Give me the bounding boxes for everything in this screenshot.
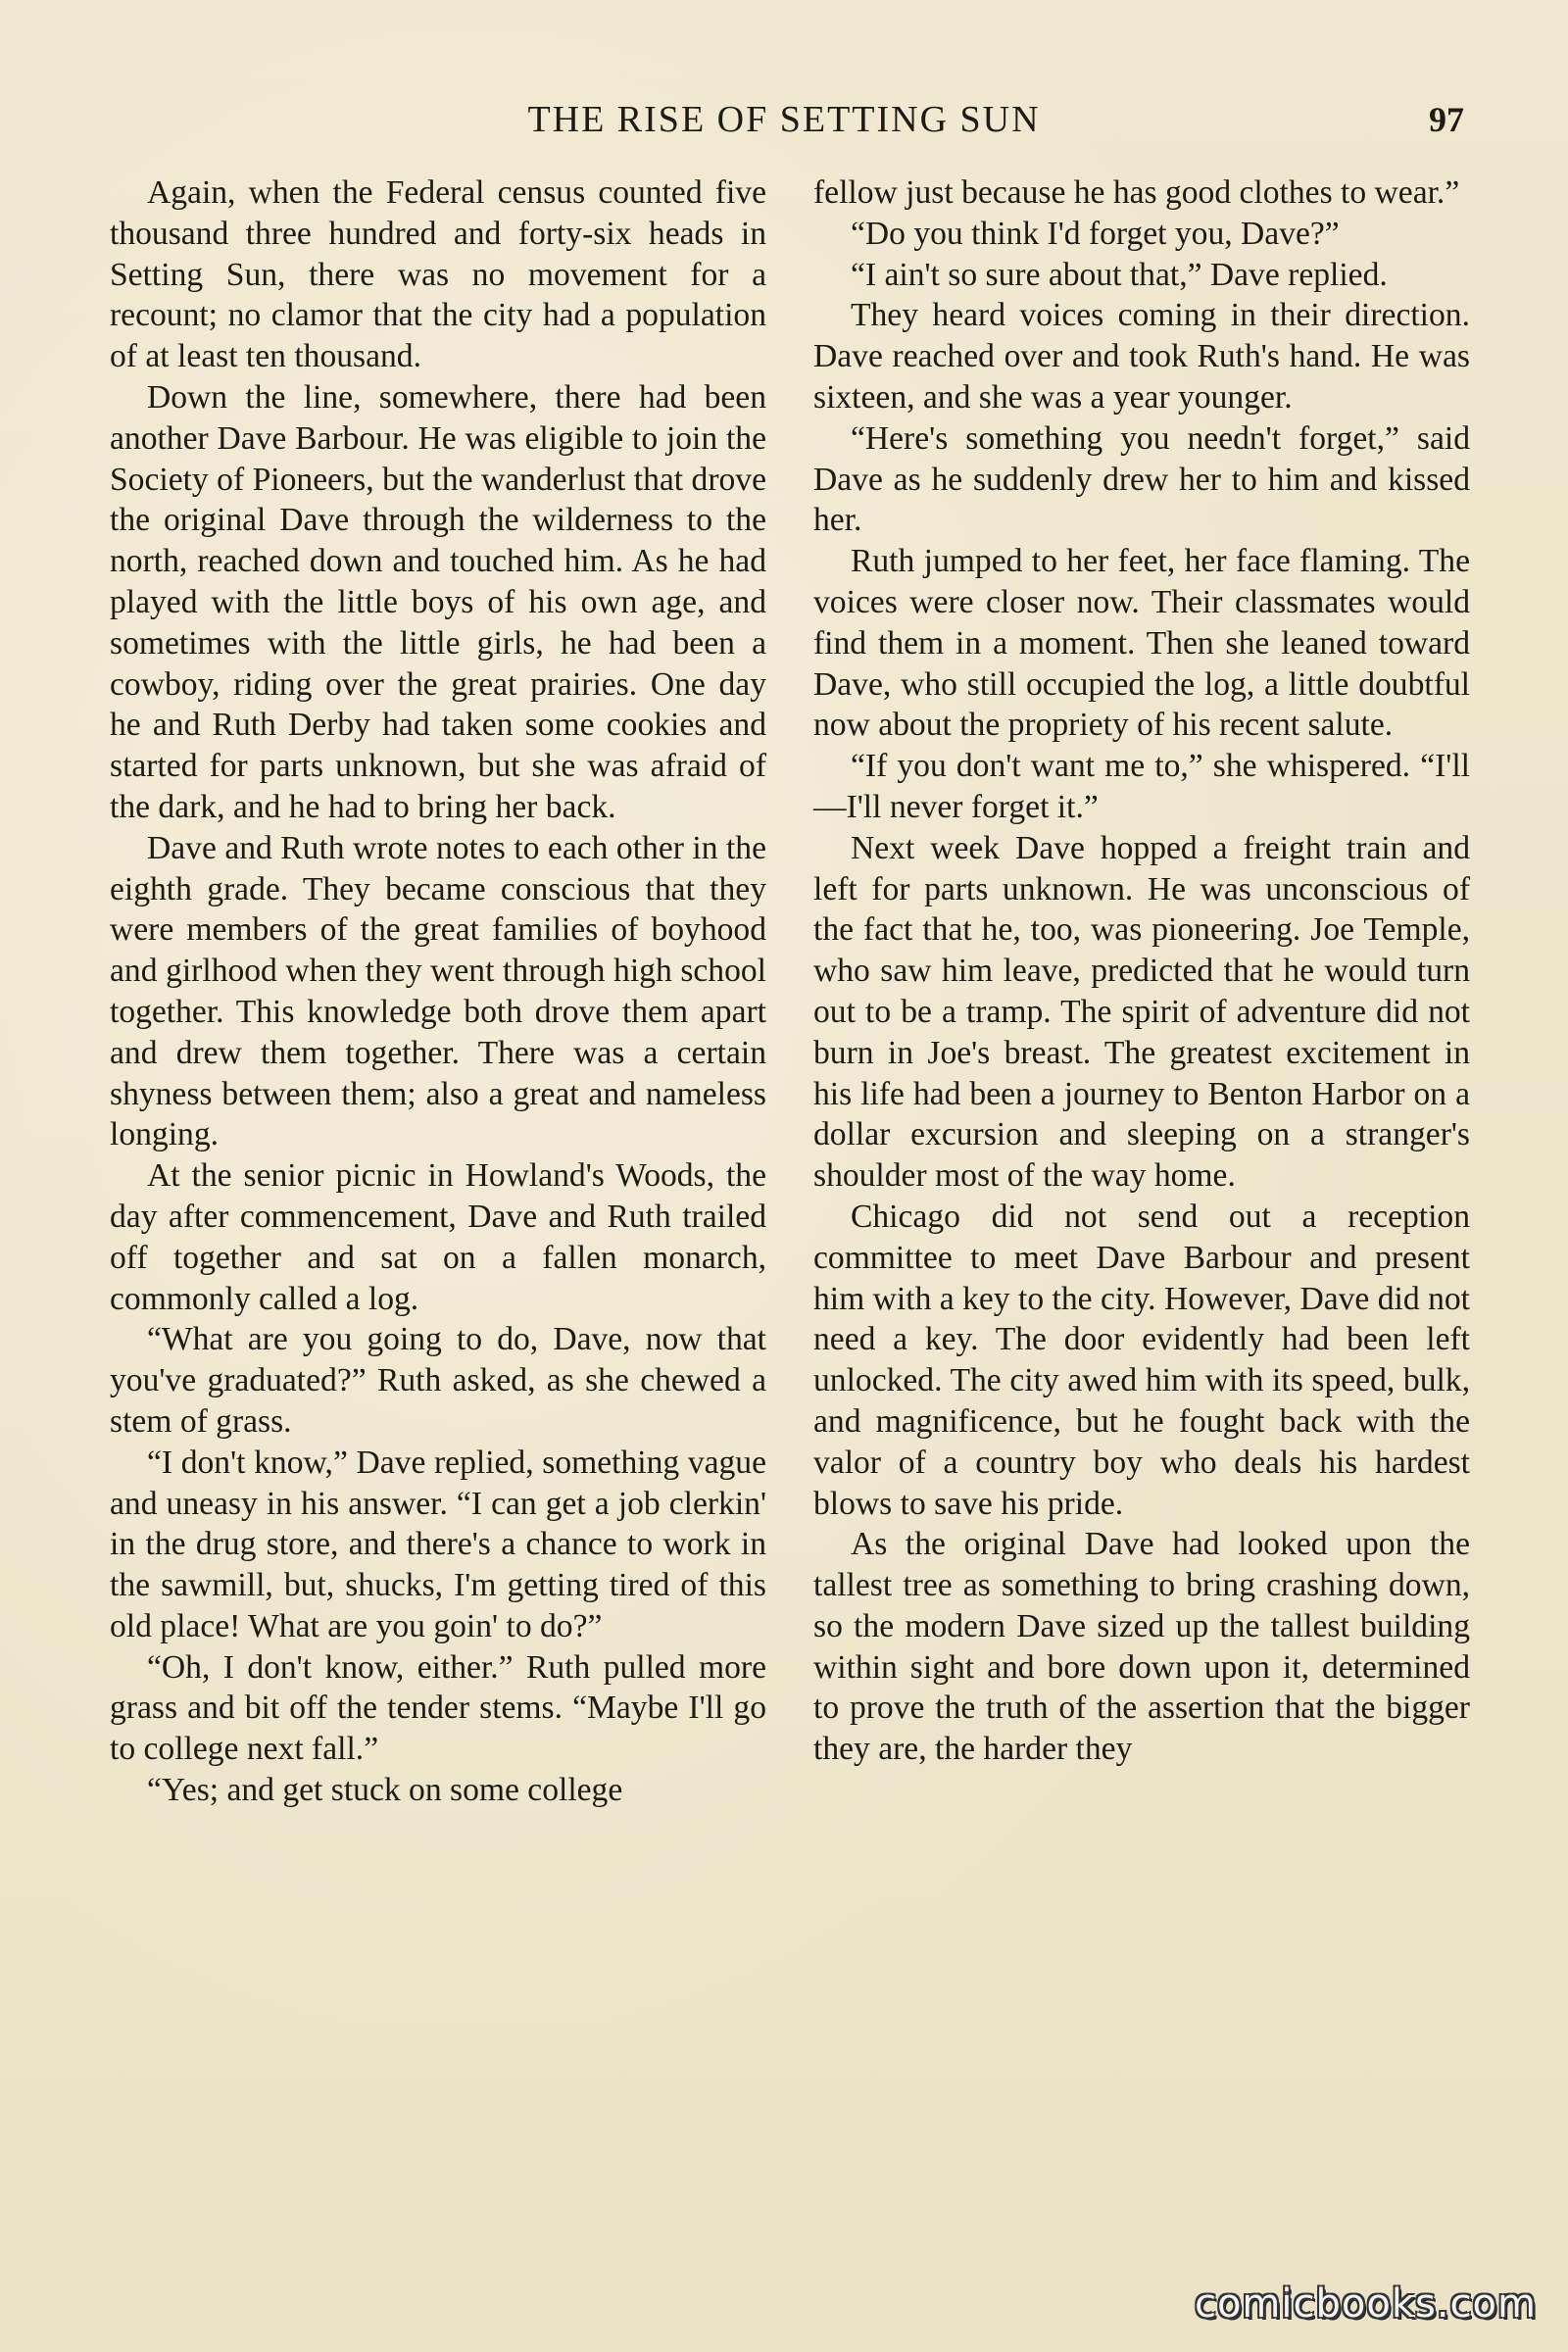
paragraph: “I don't know,” Dave replied, something vague and uneasy in his answer. “I can get a job clerkin' in the drug store, and there's a chance to work in the sawmill, but, shucks, I'm getting tired of this old place! What are you goin' to do?”	[110, 1444, 766, 1644]
paragraph: “Here's something you needn't forget,” said Dave as he suddenly drew her to him and kissed her.	[813, 419, 1470, 539]
right-column	[813, 172, 1470, 1770]
left-column	[110, 172, 766, 1811]
page-number: 97	[1429, 100, 1464, 139]
paragraph: Chicago did not send out a reception committee to meet Dave Barbour and present him with a key to the city. However, Dave did not need a key. The door evidently had been left unlocked. The city awed him with its speed, bulk, and magnificence, but he fought back with the valor of a country boy who deals his hardest blows to save his pride.	[813, 1198, 1470, 1522]
paragraph: Down the line, somewhere, there had been another Dave Barbour. He was eligible to join the Society of Pioneers, but the wanderlust that drove the original Dave through the wilderness to the north, reached down and touched him. As he had played with the little boys of his own age, and sometimes with the little girls, he had been a cowboy, riding over the great prairies. One day he and Ruth Derby had taken some cookies and started for parts unknown, but she was afraid of the dark, and he had to bring her back.	[110, 378, 766, 825]
paragraph: “Oh, I don't know, either.” Ruth pulled more grass and bit off the tender stems. “Maybe I'll go to college next fall.”	[110, 1648, 766, 1768]
running-title: THE RISE OF SETTING SUN	[527, 99, 1041, 140]
paragraph: Dave and Ruth wrote notes to each other in the eighth grade. They became conscious that they were members of the great families of boyhood and girlhood when they went through high school together. This knowledge both drove them apart and drew them together. There was a certain shyness between them; also a great and nameless longing.	[110, 829, 766, 1153]
paragraph: Ruth jumped to her feet, her face flaming. The voices were closer now. Their classmates would find them in a moment. Then she leaned toward Dave, who still occupied the log, a little doubtful now about the propriety of his recent salute.	[813, 543, 1470, 744]
paragraph-continued: fellow just because he has good clothes to wear.”	[813, 174, 1460, 211]
paragraph: Again, when the Federal census counted five thousand three hundred and forty-six heads in Setting Sun, there was no movement for a recount; no clamor that the city had a population of at least ten thousand.	[110, 174, 766, 375]
paragraph: “I ain't so sure about that,” Dave replied.	[851, 256, 1388, 293]
paragraph: As the original Dave had looked upon the tallest tree as something to bring crashing down, so the modern Dave sized up the tallest building within sight and bore down upon it, determined to prove the truth of the assertion that the bigger they are, the harder they	[813, 1526, 1470, 1768]
paragraph: “If you don't want me to,” she whispered. “I'll—I'll never forget it.”	[813, 748, 1470, 825]
watermark: comicbooks.com	[1194, 2281, 1537, 2327]
paragraph: At the senior picnic in Howland's Woods, the day after commencement, Dave and Ruth trailed off together and sat on a fallen monarch, commonly called a log.	[110, 1157, 766, 1317]
paragraph: Next week Dave hopped a freight train and left for parts unknown. He was unconscious of the fact that he, too, was pioneering. Joe Temple, who saw him leave, predicted that he would turn out to be a tramp. The spirit of adventure did not burn in Joe's breast. The greatest excitement in his life had been a journey to Benton Harbor on a dollar excursion and sleeping on a stranger's shoulder most of the way home.	[813, 829, 1470, 1195]
paragraph: “Yes; and get stuck on some college	[147, 1772, 623, 1809]
paragraph: “Do you think I'd forget you, Dave?”	[851, 215, 1340, 252]
page-header	[0, 94, 1568, 145]
paragraph: “What are you going to do, Dave, now that you've graduated?” Ruth asked, as she chewed a stem of grass.	[110, 1321, 766, 1440]
paragraph: They heard voices coming in their direction. Dave reached over and took Ruth's hand. He was sixteen, and she was a year younger.	[813, 297, 1470, 416]
